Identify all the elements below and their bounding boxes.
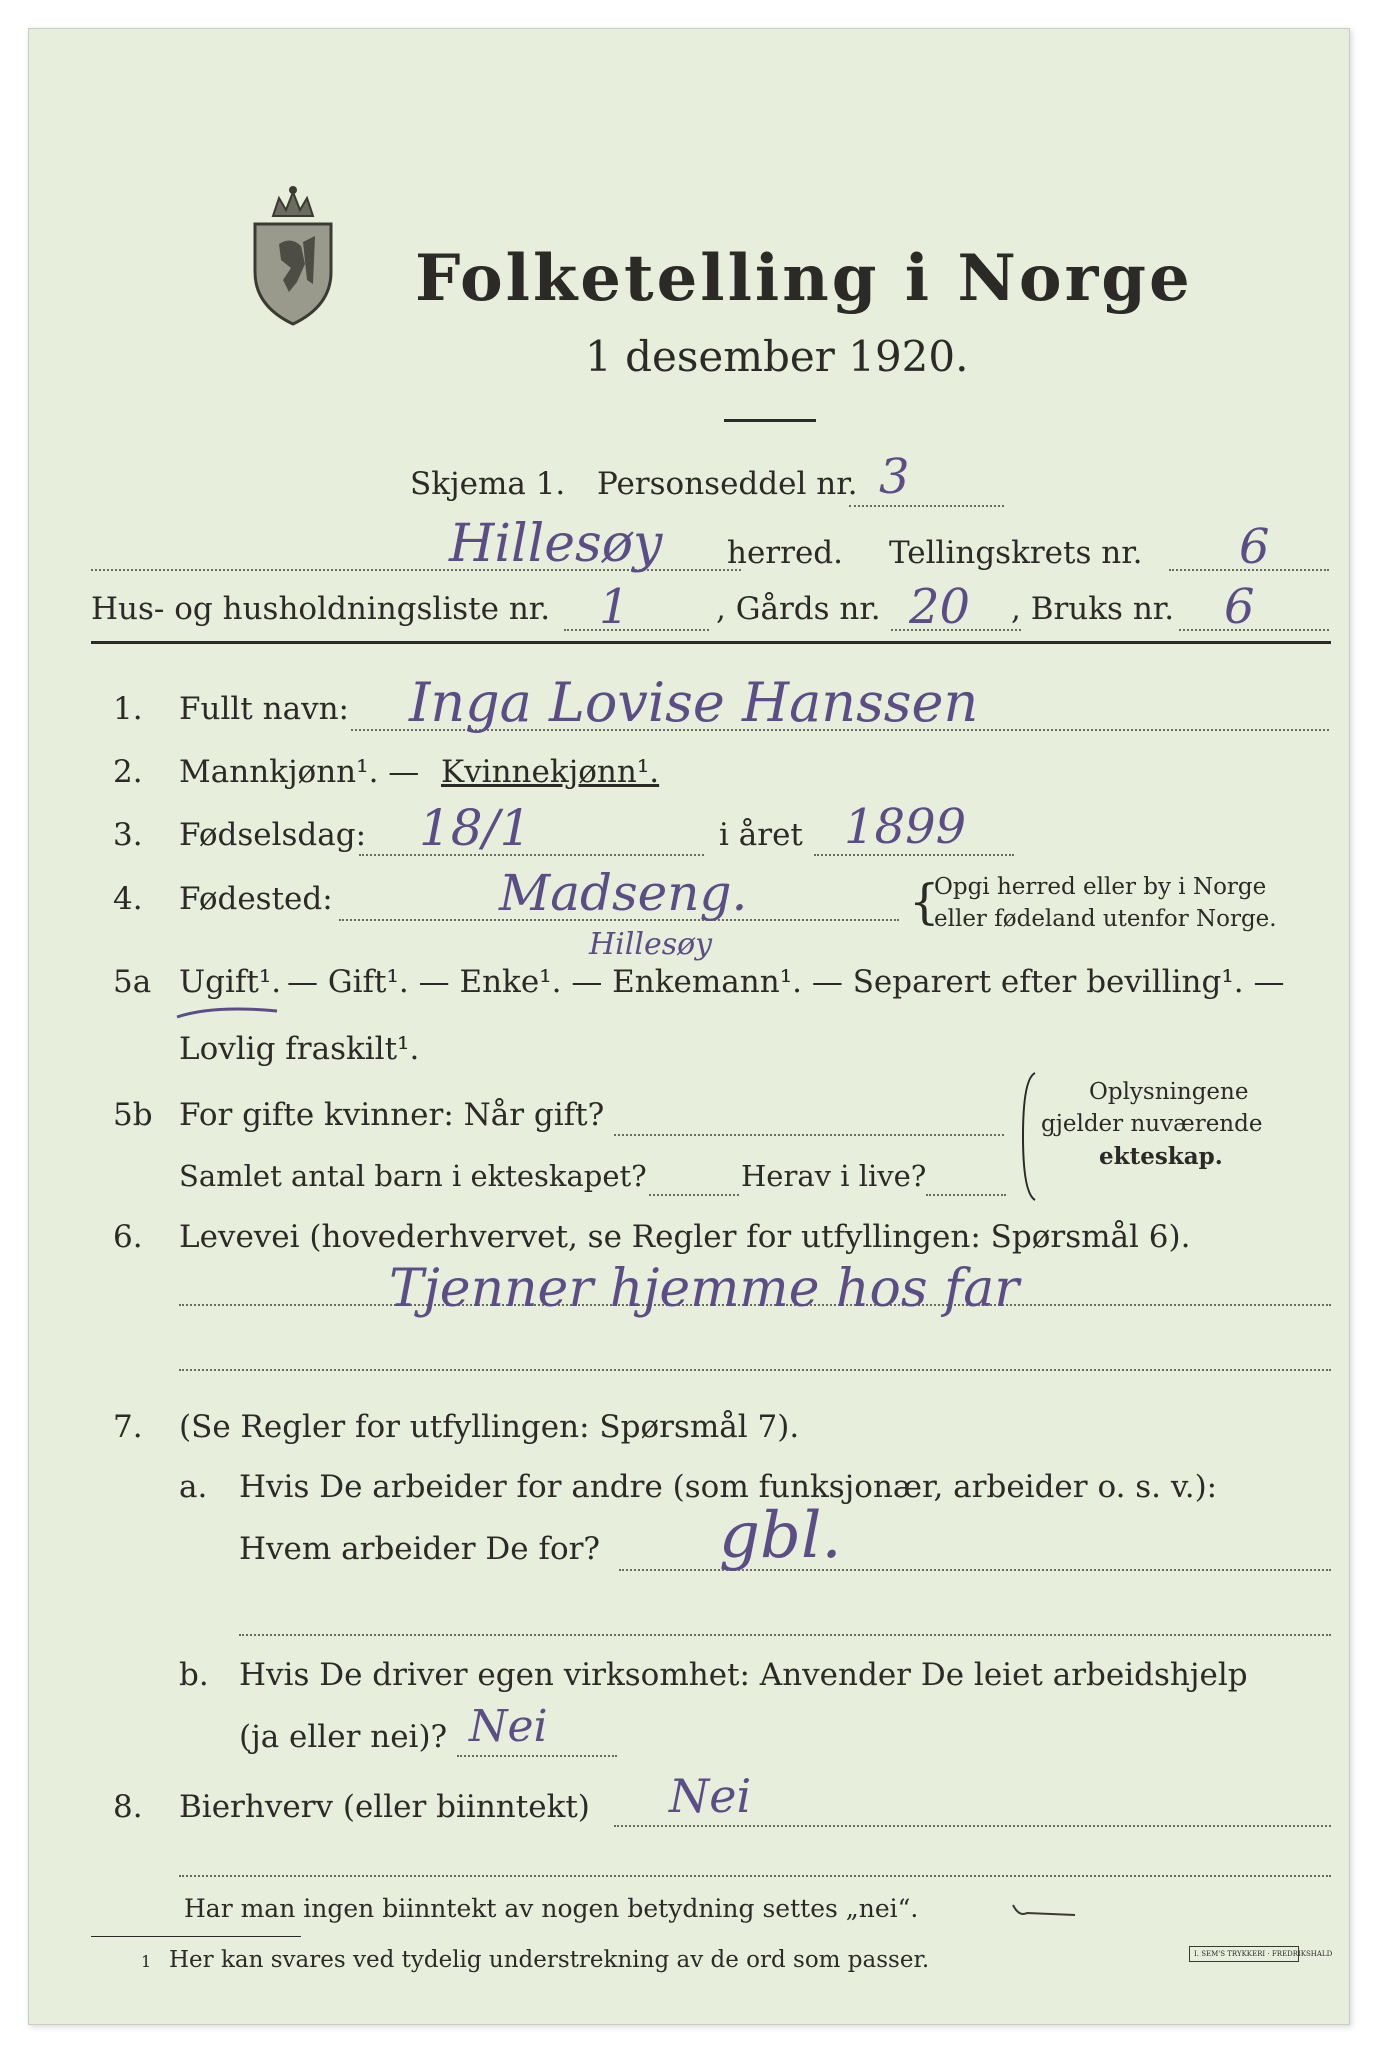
hired-help-field[interactable] [457,1755,617,1757]
q6-number: 6. [113,1219,143,1255]
q5b-note-line3: ekteskap. [1099,1143,1223,1170]
marriage-date-field[interactable] [614,1134,1004,1136]
q2-number: 2. [113,754,143,790]
q5b-children-label: Samlet antal barn i ekteskapet? [179,1159,647,1193]
schema-label: Skjema 1. [410,466,566,502]
personseddel-field[interactable] [849,505,1004,507]
q5b-label: For gifte kvinner: Når gift? [179,1097,605,1133]
q5b-bracket [1019,1069,1039,1204]
side-income-field-line2[interactable] [179,1875,1331,1877]
children-alive-field[interactable] [926,1194,1006,1196]
bruks-value: 6 [1224,579,1255,635]
q6-label: Levevei (hovederhvervet, se Regler for utfyllingen: Spørsmål 6). [179,1219,1191,1255]
side-income-value: Nei [669,1769,752,1823]
q4-note-line1: Opgi herred eller by i Norge [934,874,1267,900]
footnote-marker: 1 [141,1952,152,1971]
husliste-value: 1 [599,579,630,635]
full-name-value: Inga Lovise Hanssen [409,671,979,734]
q5a-ugift-option[interactable]: Ugift¹. [179,964,282,1000]
birthplace-value: Madseng. [499,864,748,922]
q2-male-option[interactable]: Mannkjønn¹. — [179,754,420,790]
q7b-label: Hvis De driver egen virksomhet: Anvender De leiet arbeidshjelp [239,1657,1248,1693]
herred-label: herred. [727,535,843,571]
husliste-field[interactable] [564,629,709,631]
herred-value: Hillesøy [449,514,663,574]
gards-value: 20 [909,579,971,635]
q7b-letter: b. [179,1657,209,1693]
q7-number: 7. [113,1409,143,1445]
personseddel-label: Personseddel nr. [597,466,858,502]
q2-female-option[interactable]: Kvinnekjønn¹. [441,754,660,790]
q4-label: Fødested: [179,881,333,917]
q7a-label: Hvis De arbeider for andre (som funksjonær, arbeider o. s. v.): [239,1469,1218,1505]
q3-label: Fødselsdag: [179,817,367,853]
employer-value: gbl. [719,1499,842,1573]
birth-year-label: i året [719,817,803,853]
census-form [28,28,1350,2025]
q5b-note-line1: Oplysningene [1089,1079,1249,1105]
husliste-label: Hus- og husholdningsliste nr. [91,591,551,627]
q5b-number: 5b [113,1097,153,1133]
birth-year-value: 1899 [844,799,967,855]
form-title: Folketelling i Norge [415,241,1193,316]
q5a-fraskilt-option[interactable]: Lovlig fraskilt¹. [179,1031,420,1067]
birthplace-value-secondary: Hillesøy [589,927,713,962]
q7a-letter: a. [179,1469,208,1505]
q8-note: Har man ingen biinntekt av nogen betydning settes „nei“. [184,1894,919,1923]
side-income-field[interactable] [614,1825,1331,1827]
children-count-field[interactable] [649,1194,739,1196]
occupation-value: Tjenner hjemme hos far [389,1259,1020,1319]
q8-label: Bierhverv (eller biinntekt) [179,1789,590,1825]
q3-number: 3. [113,817,143,853]
tellingskrets-label: Tellingskrets nr. [889,535,1143,571]
ugift-underline-mark [173,1001,283,1023]
footnote-rule [91,1936,301,1937]
title-divider [724,419,816,422]
q5a-other-options[interactable]: — Gift¹. — Enke¹. — Enkemann¹. — Separert efter bevilling¹. — [287,964,1285,1000]
birthday-field[interactable] [359,854,704,856]
pencil-tick-mark [1009,1899,1079,1923]
employer-field-line2[interactable] [239,1634,1331,1636]
q7-label: (Se Regler for utfyllingen: Spørsmål 7). [179,1409,800,1445]
bruks-label: , Bruks nr. [1011,591,1175,627]
printer-stamp: I. SEM'S TRYKKERI · FREDRIKSHALD [1189,1946,1299,1962]
q4-brace: { [909,874,940,930]
q5b-alive-label: Herav i live? [741,1159,927,1193]
q5a-number: 5a [113,964,152,1000]
header-rule [91,641,1331,644]
occupation-field-line2[interactable] [179,1369,1331,1371]
q7a-employer-label: Hvem arbeider De for? [239,1531,601,1567]
q1-number: 1. [113,691,143,727]
birthday-value: 18/1 [419,799,532,857]
q4-number: 4. [113,881,143,917]
census-date: 1 desember 1920. [585,332,969,381]
coat-of-arms-icon [243,184,343,326]
q5b-note-line2: gjelder nuværende [1041,1111,1263,1137]
hired-help-value: Nei [469,1701,548,1752]
q1-label: Fullt navn: [179,691,349,727]
q4-note-line2: eller fødeland utenfor Norge. [934,906,1277,932]
tellingskrets-value: 6 [1239,519,1270,575]
personseddel-value: 3 [879,449,910,505]
q8-number: 8. [113,1789,143,1825]
footnote-text: Her kan svares ved tydelig understrekning av de ord som passer. [169,1947,930,1973]
gards-label: , Gårds nr. [716,591,881,627]
q7b-answer-label: (ja eller nei)? [239,1719,448,1755]
